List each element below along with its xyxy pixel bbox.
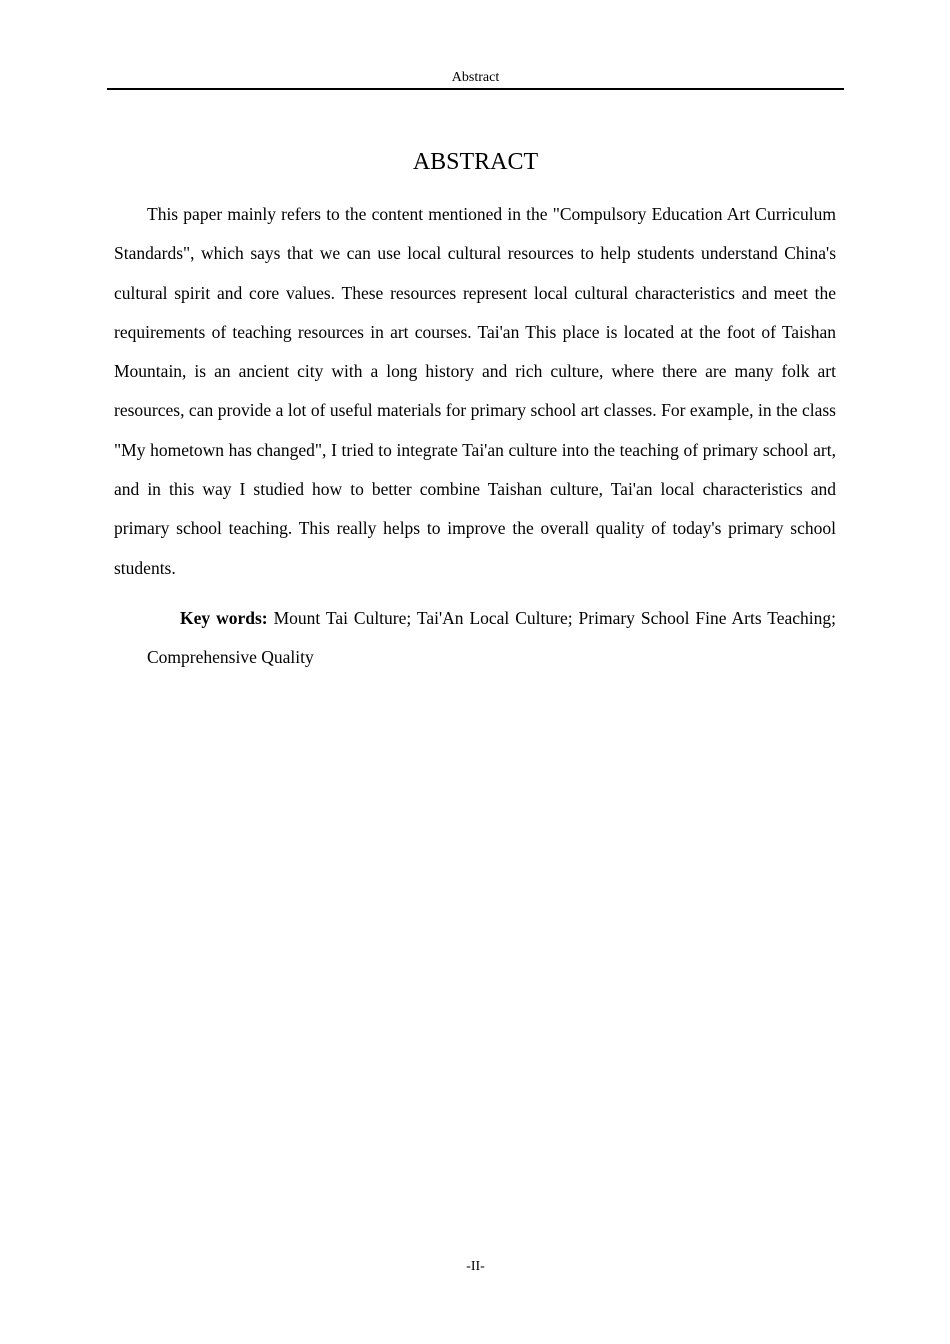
keywords-paragraph — [147, 599, 836, 678]
keywords-label: Key words: — [180, 608, 268, 628]
abstract-body: This paper mainly refers to the content mentioned in the "Compulsory Education Art Curriculum Standards", which says that we can use local cultural resources to help students understand China's cultural spirit and core values. These resources represent local cultural characteristics and meet the requirements of teaching resources in art courses. Tai'an This place is located at the foot of Taishan Mountain, is an ancient city with a long history and rich culture, where there are many folk art resources, can provide a lot of useful materials for primary school art classes. For example, in the class "My hometown has changed", I tried to integrate Tai'an culture into the teaching of primary school art, and in this way I studied how to better combine Taishan culture, Tai'an local characteristics and primary school teaching. This really helps to improve the overall quality of today's primary school students. — [114, 204, 836, 578]
page-number: -II- — [466, 1259, 485, 1274]
abstract-title: ABSTRACT — [412, 149, 539, 175]
header-rule — [107, 88, 844, 90]
keywords-text: Mount Tai Culture; Tai'An Local Culture; Primary School Fine Arts Teaching; Comprehensive Quality — [147, 608, 837, 668]
running-header: Abstract — [451, 70, 500, 85]
